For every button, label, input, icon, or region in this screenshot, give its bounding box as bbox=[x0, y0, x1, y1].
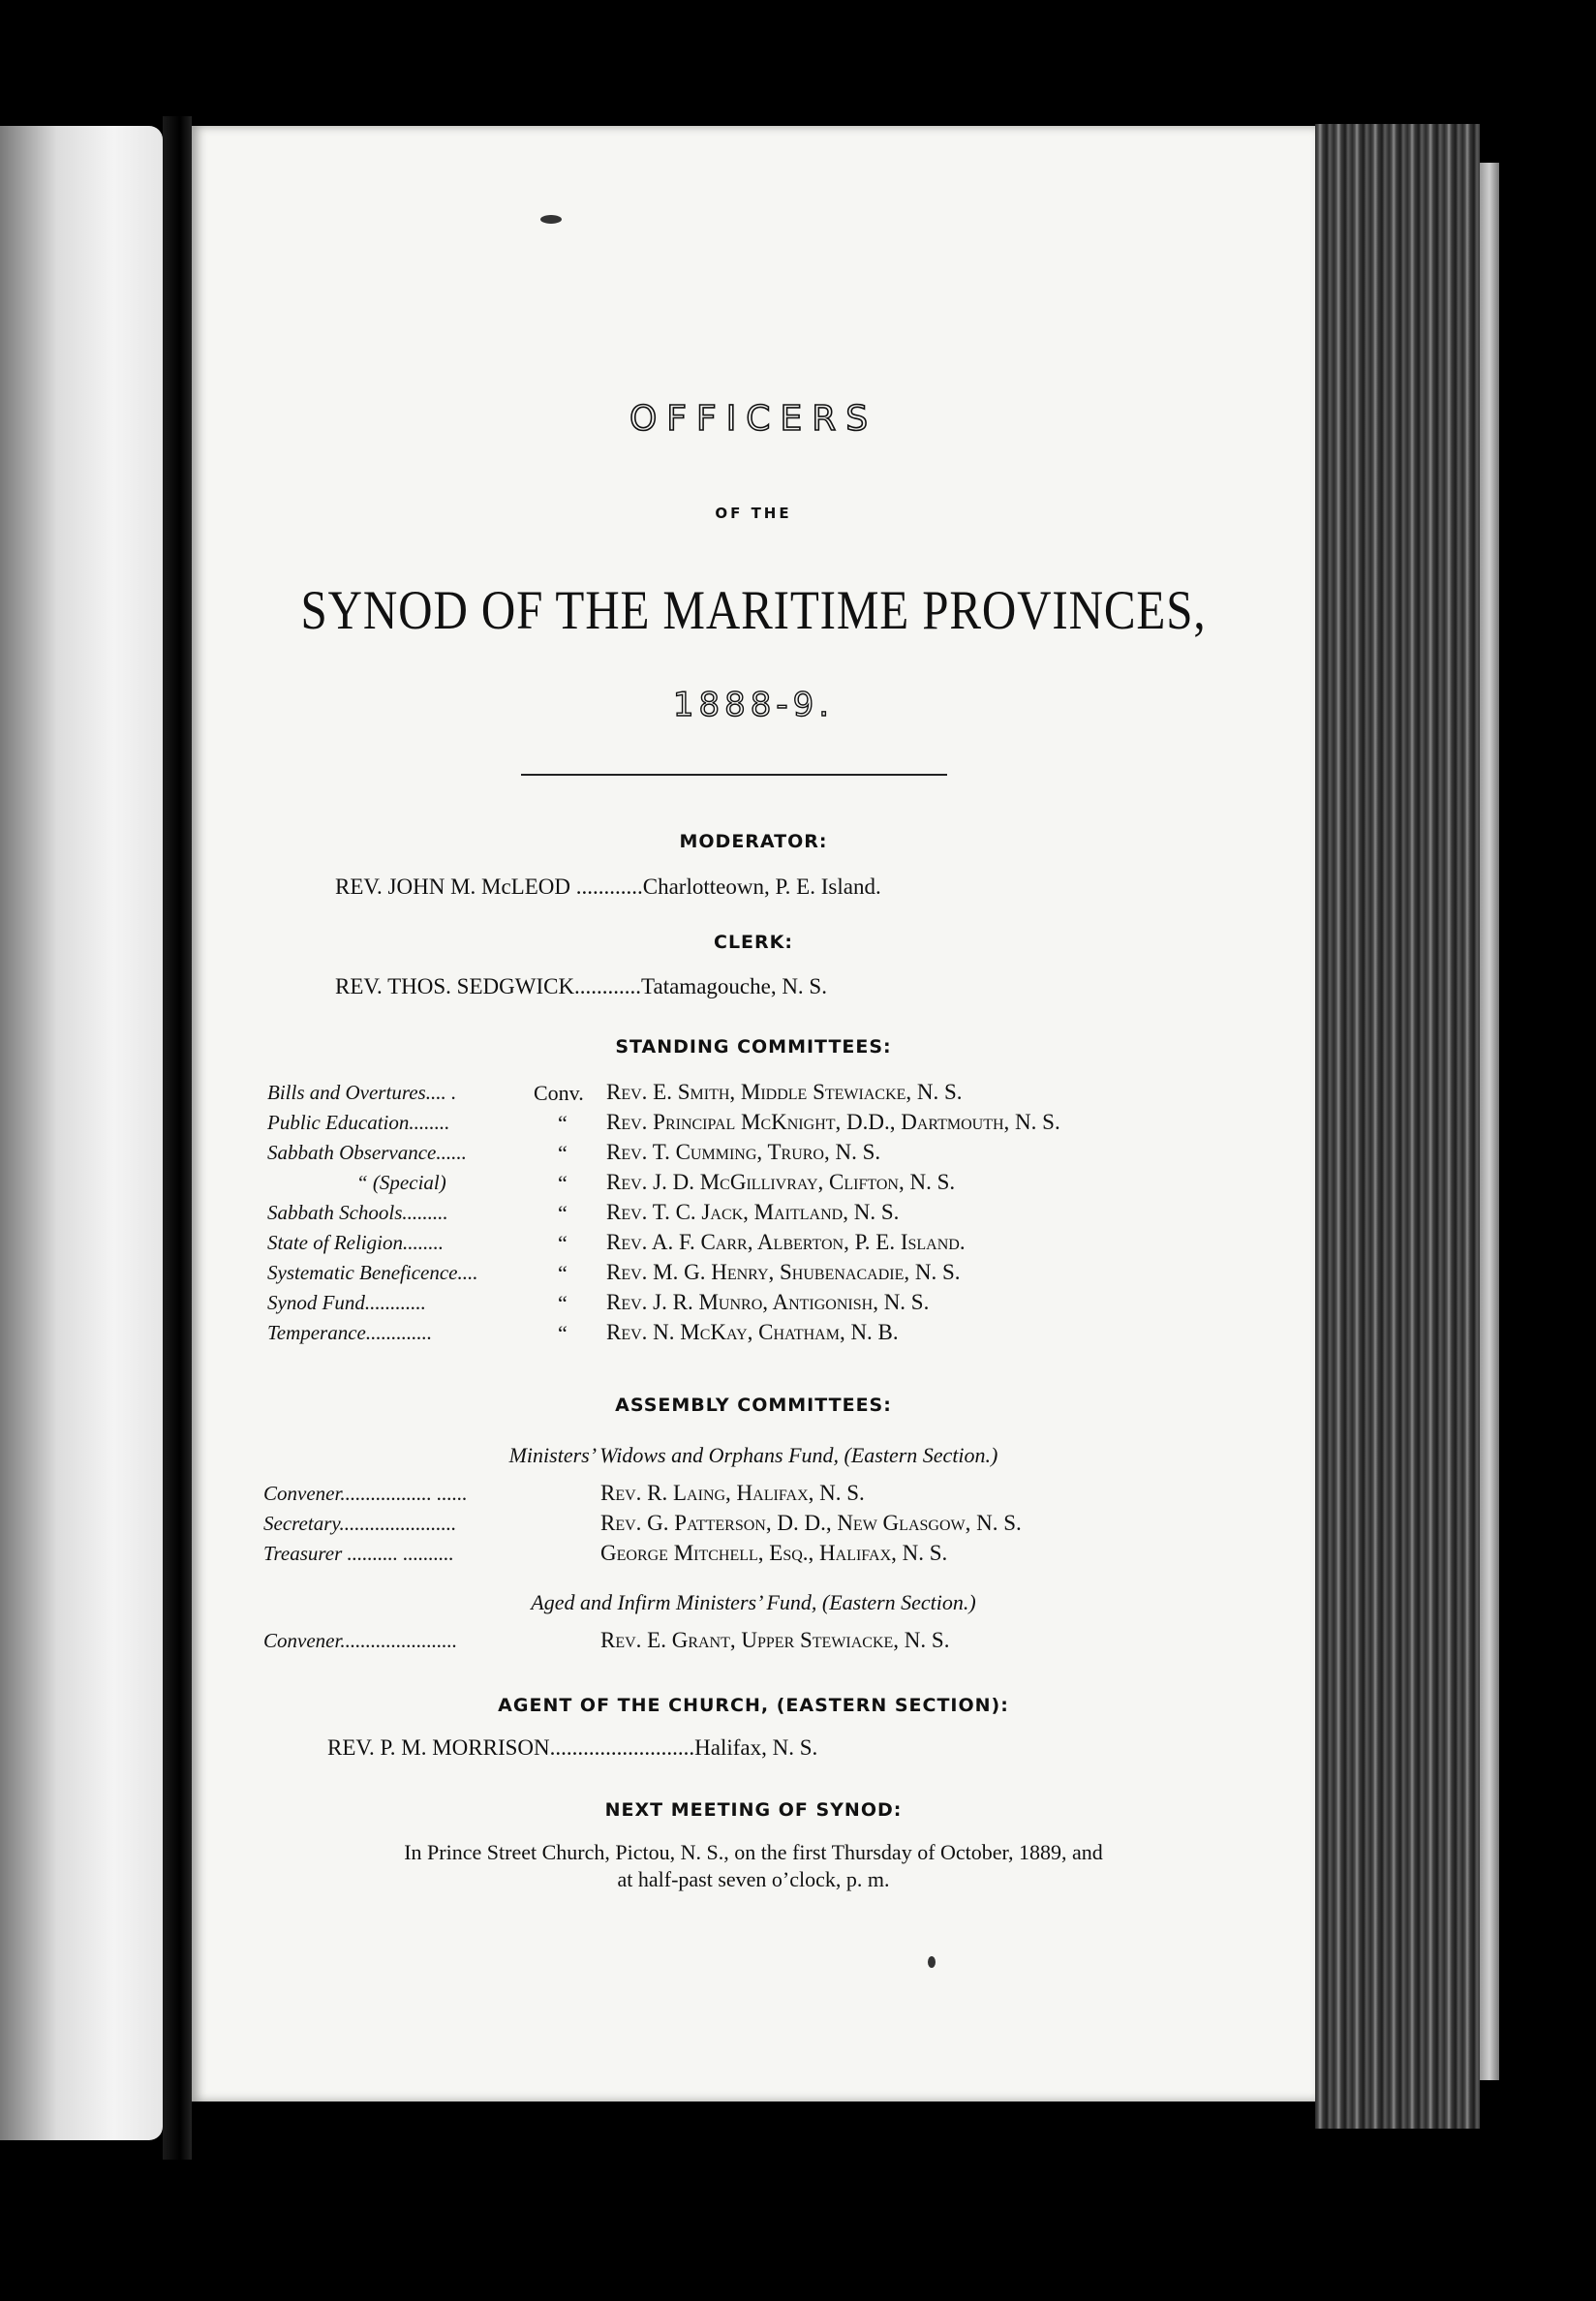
committee-entry: Rev. M. G. Henry, Shubenacadie, N. S. bbox=[606, 1260, 961, 1284]
left-page-edge bbox=[0, 126, 163, 2140]
page-stack-edges bbox=[1315, 124, 1480, 2129]
widows-fund-title: Ministers’ Widows and Orphans Fund, (Eastern Section.) bbox=[508, 1443, 998, 1467]
aged-fund-entry: Rev. E. Grant, Upper Stewiacke, N. S. bbox=[600, 1628, 950, 1652]
committee-label: Temperance............. bbox=[267, 1321, 433, 1344]
committee-mark: “ bbox=[558, 1141, 568, 1165]
committee-entry: Rev. A. F. Carr, Alberton, P. E. Island. bbox=[606, 1230, 966, 1254]
committee-label: Bills and Overtures.... . bbox=[267, 1081, 457, 1104]
committee-entry: Rev. T. C. Jack, Maitland, N. S. bbox=[606, 1200, 900, 1224]
agent-line: REV. P. M. MORRISON..........................Halifax, N. S. bbox=[327, 1735, 818, 1760]
committee-entry: Rev. N. McKay, Chatham, N. B. bbox=[606, 1320, 899, 1344]
committee-label: Sabbath Observance...... bbox=[267, 1141, 467, 1164]
committee-entry: Rev. J. R. Munro, Antigonish, N. S. bbox=[606, 1290, 930, 1314]
committee-mark: Conv. bbox=[534, 1081, 584, 1105]
moderator-line: REV. JOHN M. McLEOD ............Charlotteown, P. E. Island. bbox=[335, 874, 881, 899]
committee-mark: “ bbox=[558, 1231, 568, 1255]
next-meeting-heading: NEXT MEETING OF SYNOD: bbox=[604, 1799, 903, 1821]
book-page bbox=[192, 126, 1315, 2102]
committee-label: Synod Fund............ bbox=[267, 1291, 426, 1314]
committee-mark: “ bbox=[558, 1201, 568, 1225]
committee-mark: “ bbox=[558, 1291, 568, 1315]
next-meeting-line-2: at half-past seven o’clock, p. m. bbox=[617, 1867, 890, 1891]
widows-fund-entry: Rev. G. Patterson, D. D., New Glasgow, N. S. bbox=[600, 1511, 1022, 1535]
title-years: 1888-9. bbox=[672, 686, 835, 724]
committee-mark: “ bbox=[558, 1111, 568, 1135]
clerk-line: REV. THOS. SEDGWICK............Tatamagouche, N. S. bbox=[335, 974, 827, 998]
widows-fund-role: Secretary....................... bbox=[263, 1512, 457, 1535]
committee-entry: Rev. J. D. McGillivray, Clifton, N. S. bbox=[606, 1170, 956, 1194]
committee-entry: Rev. T. Cumming, Truro, N. S. bbox=[606, 1140, 881, 1164]
ink-speck bbox=[540, 215, 562, 224]
committee-label: State of Religion........ bbox=[267, 1231, 444, 1254]
ink-speck bbox=[928, 1956, 936, 1968]
title-officers: OFFICERS bbox=[629, 399, 878, 439]
title-of-the: OF THE bbox=[715, 505, 792, 522]
committee-label: Public Education........ bbox=[267, 1111, 450, 1134]
assembly-committees-heading: ASSEMBLY COMMITTEES: bbox=[615, 1395, 892, 1416]
aged-fund-title: Aged and Infirm Ministers’ Fund, (Eastern Section.) bbox=[531, 1590, 976, 1614]
widows-fund-role: Treasurer .......... .......... bbox=[263, 1542, 454, 1565]
book-gutter bbox=[163, 116, 192, 2160]
title-synod: SYNOD OF THE MARITIME PROVINCES, bbox=[300, 580, 1207, 641]
widows-fund-entry: Rev. R. Laing, Halifax, N. S. bbox=[600, 1481, 865, 1505]
widows-fund-role: Convener.................. ...... bbox=[263, 1482, 468, 1505]
committee-label: “ (Special) bbox=[356, 1171, 446, 1194]
widows-fund-entry: George Mitchell, Esq., Halifax, N. S. bbox=[600, 1541, 948, 1565]
committee-label: Systematic Beneficence.... bbox=[267, 1261, 478, 1284]
committee-entry: Rev. Principal McKnight, D.D., Dartmouth, N. S. bbox=[606, 1110, 1060, 1134]
committee-mark: “ bbox=[558, 1321, 568, 1345]
aged-fund-role: Convener....................... bbox=[263, 1629, 458, 1652]
committee-mark: “ bbox=[558, 1261, 568, 1285]
clerk-heading: CLERK: bbox=[714, 932, 793, 953]
standing-committees-heading: STANDING COMMITTEES: bbox=[615, 1036, 892, 1058]
moderator-heading: MODERATOR: bbox=[679, 831, 828, 852]
next-meeting-line-1: In Prince Street Church, Pictou, N. S., on the first Thursday of October, 1889, and bbox=[404, 1840, 1103, 1864]
agent-heading: AGENT OF THE CHURCH, (EASTERN SECTION): bbox=[498, 1695, 1009, 1716]
title-divider bbox=[521, 774, 947, 776]
committee-label: Sabbath Schools......... bbox=[267, 1201, 448, 1224]
committee-mark: “ bbox=[558, 1171, 568, 1195]
book-back-edge bbox=[1480, 163, 1499, 2080]
committee-entry: Rev. E. Smith, Middle Stewiacke, N. S. bbox=[606, 1080, 963, 1104]
